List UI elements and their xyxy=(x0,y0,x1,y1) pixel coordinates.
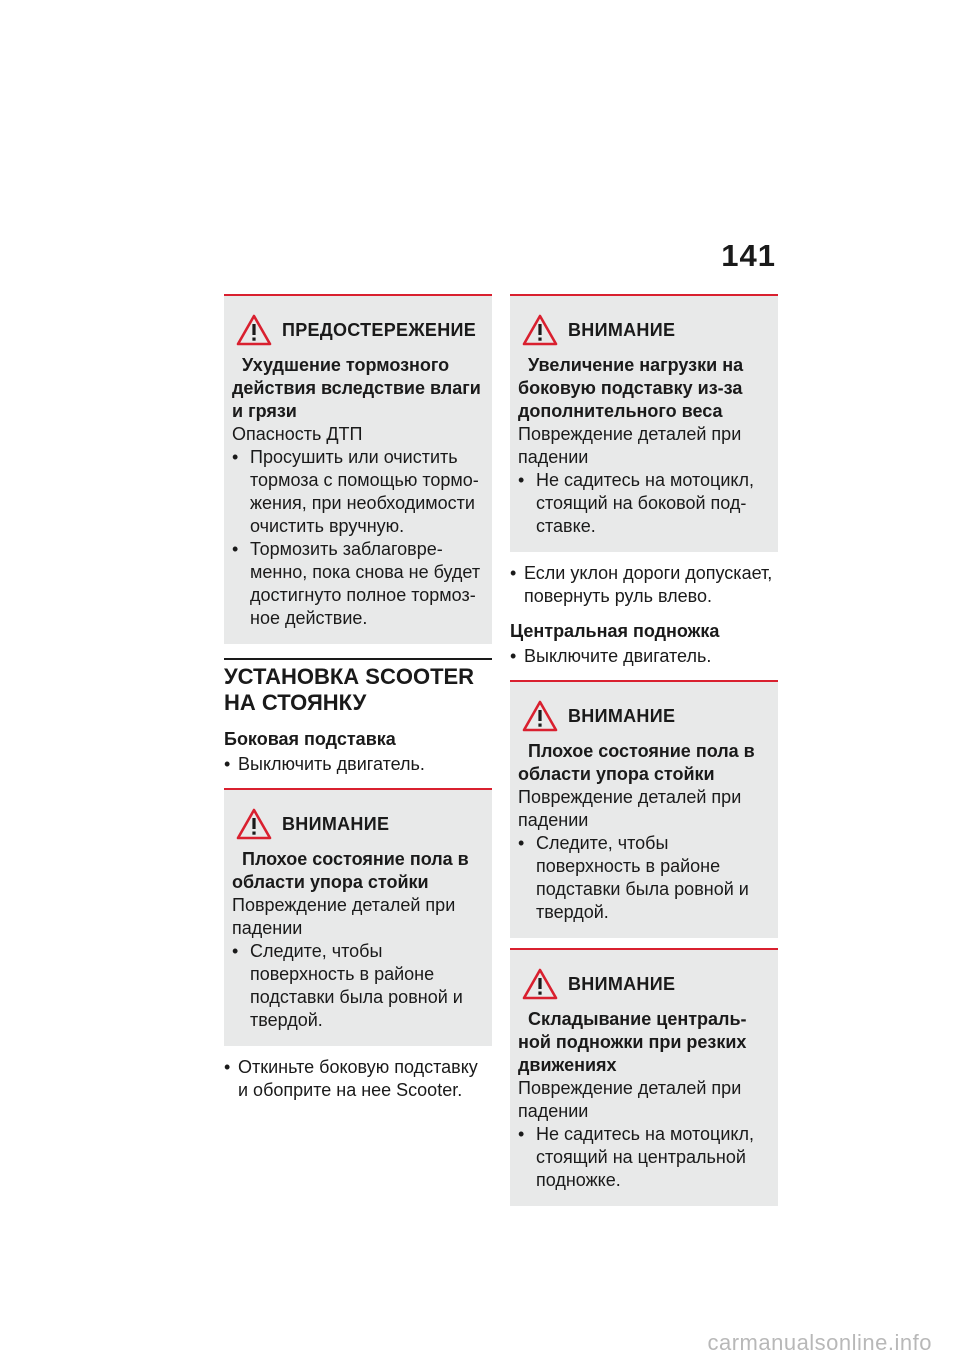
warning-triangle-icon xyxy=(522,968,558,1000)
sub-heading: Боковая подставка xyxy=(224,729,396,749)
notice-header xyxy=(232,808,484,840)
caution-box xyxy=(510,680,778,938)
notice-hazard: Опасность ДТП xyxy=(232,424,363,444)
notice-list xyxy=(232,940,484,1032)
list-item: • Следите, чтобы поверхность в районе подставки была ровной и твердой. xyxy=(232,940,484,1032)
notice-header xyxy=(518,700,770,732)
notice-title: Ухудшение тормозного действия вследствие влаги и грязи xyxy=(232,355,481,421)
notice-hazard: Повреждение деталей при падении xyxy=(518,1078,742,1121)
notice-title: Увеличение нагрузки на боковую подставку из-за дополнительного веса xyxy=(518,355,744,421)
caution-box xyxy=(510,294,778,552)
warning-triangle-icon xyxy=(236,314,272,346)
watermark: carmanualsonline.info xyxy=(707,1330,932,1355)
step-item: • Выключите двигатель. xyxy=(510,645,778,668)
notice-hazard: Повреждение деталей при падении xyxy=(518,424,742,467)
list-item: • Следите, чтобы поверхность в районе подставки была ровной и твердой. xyxy=(518,832,770,924)
notice-title: Плохое состояние пола в области упора стойки xyxy=(232,849,469,892)
list-item: • Просушить или очистить тормоза с помощью торможения, при необходимости очистить вручную. xyxy=(232,446,484,538)
step-item: • Выключить двигатель. xyxy=(224,753,492,776)
notice-list xyxy=(232,446,484,630)
notice-header xyxy=(518,314,770,346)
notice-label: ВНИМАНИЕ xyxy=(568,319,676,340)
list-item: • Не садитесь на мотоцикл, стоящий на центральной подножке. xyxy=(518,1123,770,1192)
sub-heading: Центральная подножка xyxy=(510,621,720,641)
notice-label: ВНИМАНИЕ xyxy=(568,973,676,994)
notice-hazard: Повреждение деталей при падении xyxy=(518,787,742,830)
step-item: • Откиньте боковую подставку и обоприте на нее Scooter. xyxy=(224,1056,492,1102)
notice-list xyxy=(518,469,770,538)
notice-title: Плохое состояние пола в области упора стойки xyxy=(518,741,755,784)
caution-box xyxy=(510,948,778,1206)
notice-label: ПРЕДОСТЕРЕЖЕНИЕ xyxy=(282,319,477,340)
notice-hazard: Повреждение деталей при падении xyxy=(232,895,456,938)
right-column xyxy=(510,294,778,1216)
section-title: УСТАНОВКА SCOOTER НА СТОЯНКУ xyxy=(224,658,492,716)
warning-box xyxy=(224,294,492,644)
page-number: 141 xyxy=(721,238,776,273)
list-item: • Не садитесь на мотоцикл, стоящий на боковой подставке. xyxy=(518,469,770,538)
notice-header xyxy=(232,314,484,346)
notice-header xyxy=(518,968,770,1000)
notice-label: ВНИМАНИЕ xyxy=(282,813,390,834)
list-item: • Тормозить заблаговременно, пока снова не будет достигнуто полное тормозное действие. xyxy=(232,538,484,630)
notice-label: ВНИМАНИЕ xyxy=(568,705,676,726)
step-item: • Если уклон дороги допускает, повернуть руль влево. xyxy=(510,562,778,608)
notice-title: Складывание центральной подножки при резких движениях xyxy=(518,1009,747,1075)
left-column xyxy=(224,294,492,1114)
warning-triangle-icon xyxy=(236,808,272,840)
warning-triangle-icon xyxy=(522,314,558,346)
caution-box xyxy=(224,788,492,1046)
warning-triangle-icon xyxy=(522,700,558,732)
notice-list xyxy=(518,832,770,924)
notice-list xyxy=(518,1123,770,1192)
